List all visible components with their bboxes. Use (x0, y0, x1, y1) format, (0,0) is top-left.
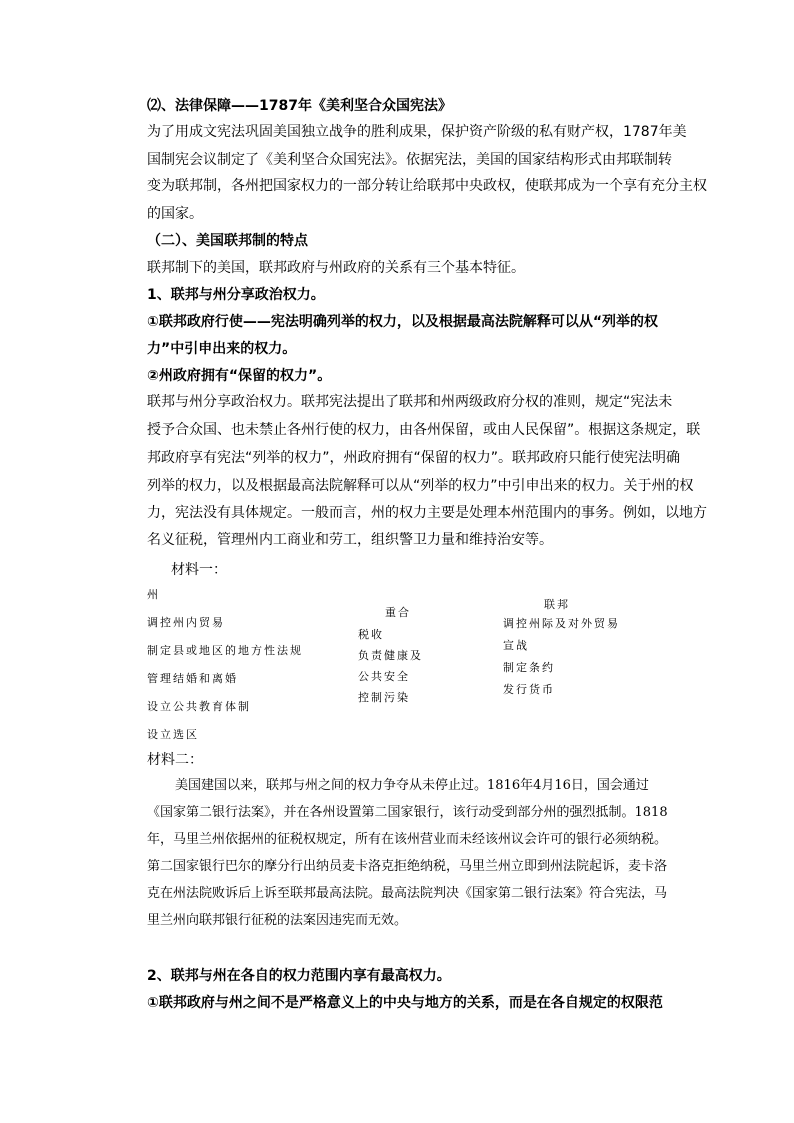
subpoint-2: ②州政府拥有“保留的权力”。 (147, 368, 332, 384)
shared-powers-column (358, 628, 423, 705)
shared-powers-title-wrap (385, 606, 411, 620)
paragraph-line: 变为联邦制，各州把国家权力的一部分转让给联邦中央政权，使联邦成为一个享有充分主权 (147, 178, 707, 194)
heading-legal-guarantee: ⑵、法律保障——1787年《美利坚合众国宪法》 (147, 98, 452, 114)
federal-powers-title-wrap (544, 598, 570, 612)
paragraph-line: 国制宪会议制定了《美利坚合众国宪法》。依据宪法，美国的国家结构形式由邦联制转 (147, 152, 672, 168)
federal-item: 发行货币 (503, 683, 555, 696)
shared-title: 重合 (385, 606, 411, 619)
state-powers-column (147, 588, 303, 742)
paragraph-line: 力，宪法没有具体规定。一般而言，州的权力主要是处理本州范围内的事务。例如，以地方 (147, 505, 707, 521)
shared-item: 税收 (358, 628, 384, 641)
state-item: 设立选区 (147, 728, 199, 741)
state-item: 制定县或地区的地方性法规 (147, 644, 303, 657)
state-item: 调控州内贸易 (147, 616, 225, 629)
material-2-line: 里兰州向联邦银行征税的法案因违宪而无效。 (147, 913, 408, 928)
state-item: 设立公共教育体制 (147, 700, 251, 713)
paragraph-line: 名义征税，管理州内工商业和劳工，组织警卫力量和维持治安等。 (147, 532, 553, 548)
paragraph-line: 联邦制下的美国，联邦政府与州政府的关系有三个基本特征。 (147, 260, 525, 276)
paragraph-line: 邦政府享有宪法“列举的权力”，州政府拥有“保留的权力”。联邦政府只能行使宪法明确 (147, 450, 681, 466)
material-2-line: 美国建国以来，联邦与州之间的权力争夺从未停止过。1816年4月16日，国会通过 (175, 778, 649, 793)
material-2-line: 年，马里兰州依据州的征税权规定，所有在该州营业而未经该州议会许可的银行必须纳税。 (147, 832, 668, 847)
state-title: 州 (147, 588, 160, 601)
paragraph-line: 为了用成文宪法巩固美国独立战争的胜利成果，保护资产阶级的私有财产权，1787年美 (147, 124, 687, 140)
federal-item: 制定条约 (503, 661, 555, 674)
federal-item: 调控州际及对外贸易 (503, 617, 620, 630)
paragraph-line: 列举的权力，以及根据最高法院解释可以从“列举的权力”中引申出来的权力。关于州的权 (147, 478, 694, 494)
paragraph-line: 联邦与州分享政治权力。联邦宪法提出了联邦和州两级政府分权的准则，规定“宪法未 (147, 394, 673, 410)
shared-item: 公共安全 (358, 670, 410, 683)
federal-powers-column (503, 617, 620, 697)
paragraph-line: 的国家。 (147, 206, 203, 222)
paragraph-line: 授予合众国、也未禁止各州行使的权力，由各州保留，或由人民保留”。根据这条规定，联 (147, 422, 701, 438)
material-2-line: 第二国家银行巴尔的摩分行出纳员麦卡洛克拒绝纳税，马里兰州立即到州法院起诉，麦卡洛 (147, 859, 668, 874)
material-2-line: 《国家第二银行法案》，并在各州设置第二国家银行，该行动受到部分州的强烈抵制。1818 (147, 805, 668, 820)
subpoint-2-1: ①联邦政府与州之间不是严格意义上的中央与地方的关系，而是在各自规定的权限范 (147, 995, 663, 1011)
state-item: 管理结婚和离婚 (147, 672, 238, 685)
material-2-title: 材料二： (147, 752, 203, 768)
subpoint-1: ①联邦政府行使——宪法明确列举的权力，以及根据最高法院解释可以从“列举的权 (147, 314, 659, 330)
material-2-line: 克在州法院败诉后上诉至联邦最高法院。最高法院判决《国家第二银行法案》符合宪法，马 (147, 886, 668, 901)
federal-title: 联邦 (544, 598, 570, 611)
heading-features: （二）、美国联邦制的特点 (147, 233, 308, 249)
shared-item: 负责健康及 (358, 649, 423, 662)
heading-point-2: 2、联邦与州在各自的权力范围内享有最高权力。 (147, 968, 451, 984)
heading-point-1: 1、联邦与州分享政治权力。 (147, 287, 325, 303)
federal-item: 宣战 (503, 639, 529, 652)
material-1-title: 材料一： (171, 562, 227, 578)
subpoint-1-cont: 力”中引申出来的权力。 (147, 341, 297, 357)
shared-item: 控制污染 (358, 691, 410, 704)
